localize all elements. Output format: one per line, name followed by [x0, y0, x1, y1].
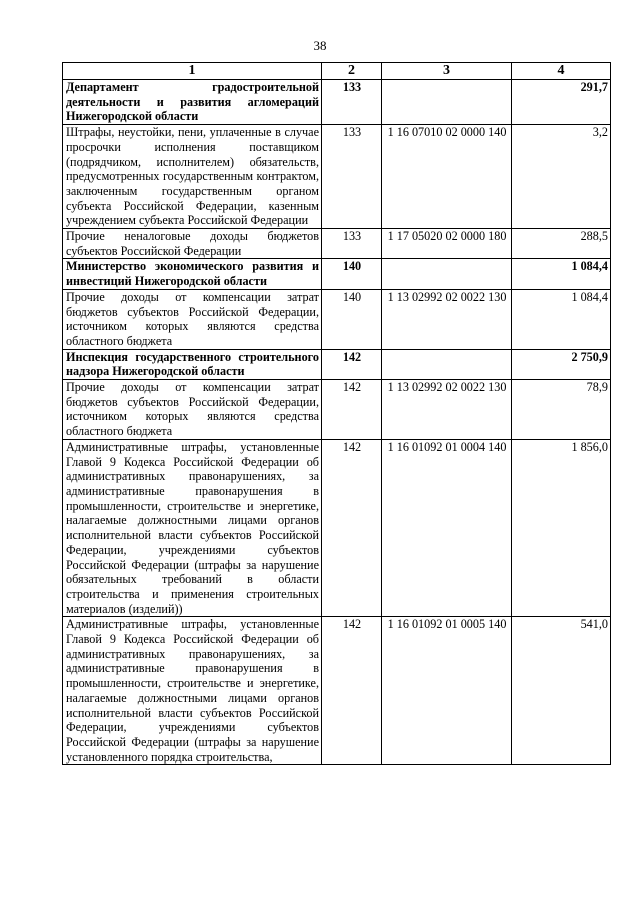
- amount-cell: 3,2: [512, 125, 611, 229]
- kbk-cell: 1 13 02992 02 0022 130: [382, 380, 512, 440]
- table-body: [63, 80, 611, 765]
- column-header: 1: [63, 63, 322, 80]
- code-cell: 142: [322, 439, 382, 616]
- kbk-cell: [382, 349, 512, 379]
- amount-cell: 1 856,0: [512, 439, 611, 616]
- code-cell: 140: [322, 289, 382, 349]
- name-cell-text: Административные штрафы, установленные Главой 9 Кодекса Российской Федерации об административных правонарушениях, за административные правонарушения в промышленности, строительстве и энергетике, налагаемые должностными лицами органов исполнительной власти субъектов Российской Федерации, учреждениями субъектов Российской Федерации (штрафы за нарушение установленного порядка строительства,: [66, 617, 319, 764]
- name-cell: Штрафы, неустойки, пени, уплаченные в случае просрочки исполнения поставщиком (подрядчиком, исполнителем) обязательств, предусмотренных государственным контрактом, заключенным государственным органом субъекта Российской Федерации, казенным учреждением субъекта Российской Федерации: [63, 125, 322, 229]
- table-row-section: [63, 80, 611, 125]
- column-header: 4: [512, 63, 611, 80]
- table-row-section: [63, 259, 611, 289]
- name-cell: Министерство экономического развития и инвестиций Нижегородской области: [63, 259, 322, 289]
- kbk-cell: 1 16 01092 01 0004 140: [382, 439, 512, 616]
- code-cell: 133: [322, 229, 382, 259]
- column-header: 3: [382, 63, 512, 80]
- kbk-cell: 1 13 02992 02 0022 130: [382, 289, 512, 349]
- table-row: [63, 617, 611, 765]
- table-row-section: [63, 349, 611, 379]
- amount-cell: 541,0: [512, 617, 611, 765]
- table-row: [63, 289, 611, 349]
- kbk-cell: [382, 259, 512, 289]
- code-cell: 133: [322, 80, 382, 125]
- name-cell: [63, 617, 322, 765]
- name-cell: Прочие доходы от компенсации затрат бюджетов субъектов Российской Федерации, источником которых являются средства областного бюджета: [63, 289, 322, 349]
- amount-cell: 1 084,4: [512, 259, 611, 289]
- code-cell: 142: [322, 349, 382, 379]
- kbk-cell: [382, 80, 512, 125]
- table-row: [63, 229, 611, 259]
- table-row: [63, 125, 611, 229]
- name-cell: Административные штрафы, установленные Главой 9 Кодекса Российской Федерации об административных правонарушениях, за административные правонарушения в промышленности, строительстве и энергетике, налагаемые должностными лицами органов исполнительной власти субъектов Российской Федерации, учреждениями субъектов Российской Федерации (штрафы за нарушение обязательных требований в области строительства и применения строительных материалов (изделий)): [63, 439, 322, 616]
- code-cell: 142: [322, 617, 382, 765]
- name-cell: Инспекция государственного строительного надзора Нижегородской области: [63, 349, 322, 379]
- code-cell: 133: [322, 125, 382, 229]
- revenue-table: [62, 62, 611, 765]
- amount-cell: 288,5: [512, 229, 611, 259]
- code-cell: 140: [322, 259, 382, 289]
- kbk-cell: 1 17 05020 02 0000 180: [382, 229, 512, 259]
- table-row: [63, 439, 611, 616]
- name-cell: Департамент градостроительной деятельности и развития агломераций Нижегородской области: [63, 80, 322, 125]
- column-header: 2: [322, 63, 382, 80]
- page-number: 38: [313, 38, 327, 53]
- amount-cell: 2 750,9: [512, 349, 611, 379]
- name-cell: Прочие доходы от компенсации затрат бюджетов субъектов Российской Федерации, источником которых являются средства областного бюджета: [63, 380, 322, 440]
- kbk-cell: 1 16 01092 01 0005 140: [382, 617, 512, 765]
- kbk-cell: 1 16 07010 02 0000 140: [382, 125, 512, 229]
- name-cell: Прочие неналоговые доходы бюджетов субъектов Российской Федерации: [63, 229, 322, 259]
- amount-cell: 291,7: [512, 80, 611, 125]
- amount-cell: 78,9: [512, 380, 611, 440]
- table-row: [63, 380, 611, 440]
- amount-cell: 1 084,4: [512, 289, 611, 349]
- code-cell: 142: [322, 380, 382, 440]
- table-header-row: [63, 63, 611, 80]
